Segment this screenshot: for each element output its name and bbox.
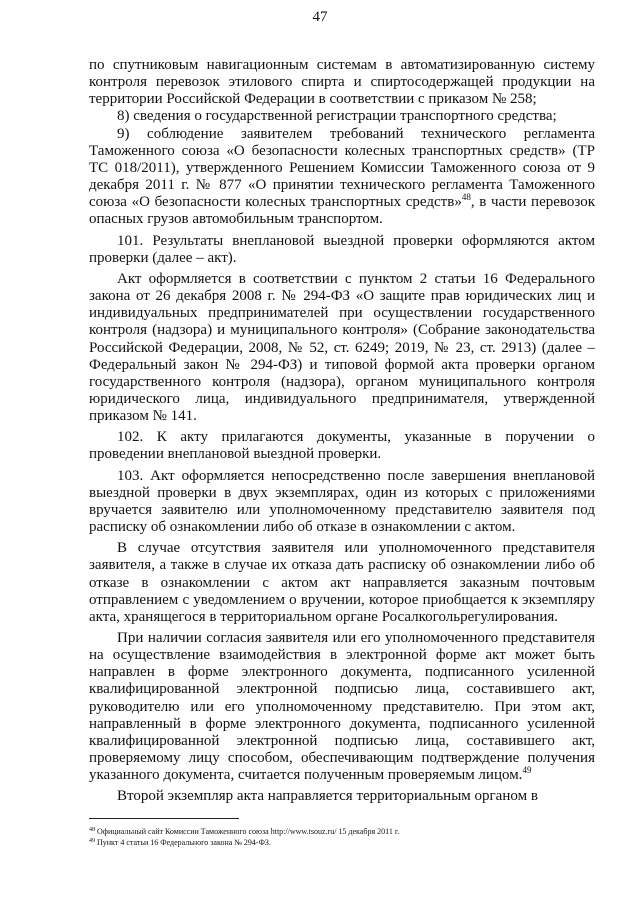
footnote-ref-48[interactable]: 48 bbox=[461, 192, 471, 203]
footnote-text: Пункт 4 статьи 16 Федерального закона № 294-ФЗ. bbox=[97, 838, 271, 847]
paragraph-electronic-form-text: При наличии согласия заявителя или его уполномоченного представителя на осуществление взаимодействия в электронной форме акт может быть направлен в форме электронного документа, подписанного усиленной квалифицированной электронной подписью лица, составившего акт, руководителю или его уполномоченному представителю. При этом акт, направленный в форме электронного документа, подписанного усиленной квалифицированной электронной подписью лица, составившего акт, проверяемому лицу способом, обеспечивающим подтверждение получения указанного документа, считается полученным проверяемым лицом. bbox=[89, 630, 595, 784]
paragraph-item-9 bbox=[89, 126, 595, 229]
paragraph-continuation: по спутниковым навигационным системам в автоматизированную систему контроля перевозок этилового спирта и спиртосодержащей продукции на территории Российской Федерации в соответствии с приказом № 258; bbox=[89, 57, 595, 108]
paragraph-electronic-form bbox=[89, 630, 595, 784]
footnote-ref-49[interactable]: 49 bbox=[522, 765, 532, 776]
footnote-number: 48 bbox=[89, 827, 95, 833]
paragraph-second-copy: Второй экземпляр акта направляется территориальным органом в bbox=[117, 788, 538, 805]
footnote-number: 49 bbox=[89, 838, 95, 844]
page-number: 47 bbox=[312, 9, 328, 25]
paragraph-item-9-text: 9) соблюдение заявителем требований технического регламента Таможенного союза «О безопасности колесных транспортных средств» (ТР ТС 018/2011), утвержденного Решением Комиссии Таможенного союза от 9 декабря 2011 г. № 877 «О принятии технического регламента Таможенного союза «О безопасности колесных транспортных средств» bbox=[89, 125, 595, 211]
footnote-49 bbox=[89, 837, 595, 848]
footnote-text: Официальный сайт Комиссии Таможенного союза http://www.tsouz.ru/ 15 декабря 2011 г. bbox=[97, 827, 400, 836]
footnotes bbox=[89, 826, 595, 848]
paragraph-102: 102. К акту прилагаются документы, указанные в поручении о проведении внеплановой выездной проверки. bbox=[89, 429, 595, 463]
body-text bbox=[89, 57, 595, 806]
paragraph-103: 103. Акт оформляется непосредственно после завершения внеплановой выездной проверки в двух экземплярах, один из которых с приложениями вручается заявителю или уполномоченному представителю заявителя под расписку об ознакомлении либо об отказе в ознакомлении с актом. bbox=[89, 467, 595, 536]
paragraph-item-9-tail: , в части перевозок опасных грузов автомобильным транспортом. bbox=[89, 194, 595, 228]
paragraph-item-8: 8) сведения о государственной регистрации транспортного средства; bbox=[117, 108, 557, 125]
paragraph-101: 101. Результаты внеплановой выездной проверки оформляются актом проверки (далее – акт). bbox=[89, 232, 595, 266]
footnote-48 bbox=[89, 826, 595, 837]
paragraph-absence-case: В случае отсутствия заявителя или уполномоченного представителя заявителя, а также в случае их отказа дать расписку об ознакомлении либо об отказе в ознакомлении с актом акт направляется заказным почтовым отправлением с уведомлением о вручении, которое приобщается к экземпляру акта, хранящегося в территориальном органе Росалкогольрегулирования. bbox=[89, 540, 595, 625]
paragraph-act-formation: Акт оформляется в соответствии с пунктом 2 статьи 16 Федерального закона от 26 декабря 2008 г. № 294-ФЗ «О защите прав юридических лиц и индивидуальных предпринимателей при осуществлении государственного контроля (надзора) и муниципального контроля» (Собрание законодательства Российской Федерации, 2008, № 52, ст. 6249; 2019, № 23, ст. 2913) (далее – Федеральный закон № 294-ФЗ) и типовой формой акта проверки органом государственного контроля (надзора), органом муниципального контроля юридического лица, индивидуального предпринимателя, утвержденной приказом № 141. bbox=[89, 270, 595, 425]
footnote-separator bbox=[89, 818, 239, 819]
